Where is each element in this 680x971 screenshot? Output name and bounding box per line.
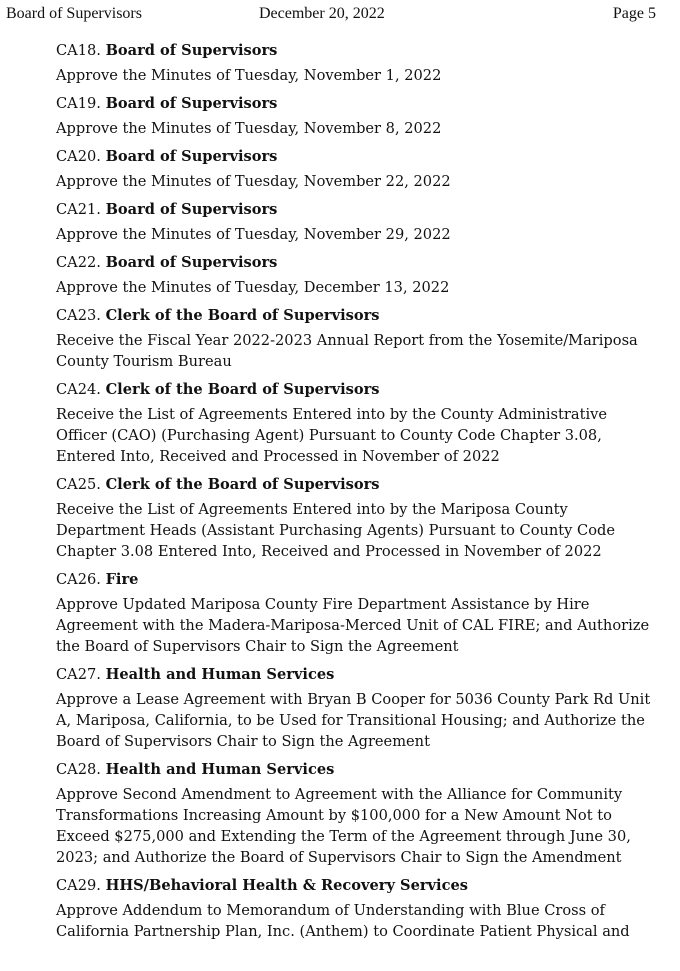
agenda-item-department: Board of Supervisors	[105, 148, 278, 165]
consent-agenda-list	[56, 40, 656, 949]
header-page-number: Page 5	[612, 5, 656, 22]
agenda-item-heading	[56, 875, 656, 896]
agenda-item-department: Board of Supervisors	[105, 254, 278, 271]
agenda-item-description: Approve the Minutes of Tuesday, November 22, 2022	[56, 173, 451, 190]
agenda-item-description: Approve the Minutes of Tuesday, November 29, 2022	[56, 226, 451, 243]
agenda-item-number: CA23.	[56, 307, 101, 324]
agenda-item-number: CA25.	[56, 476, 101, 493]
agenda-item	[56, 759, 656, 868]
agenda-item-number: CA20.	[56, 148, 101, 165]
agenda-item-description: Approve Second Amendment to Agreement with the Alliance for Community Transformations Increasing Amount by $100,000 for a New Amount Not to Exceed $275,000 and Extending the Term of the Agreement through June 30, 2023; and Authorize the Board of Supervisors Chair to Sign the Amendment	[56, 786, 631, 866]
agenda-item	[56, 93, 656, 139]
agenda-item-heading	[56, 664, 656, 685]
agenda-item-heading	[56, 474, 656, 495]
agenda-item	[56, 146, 656, 192]
agenda-item-department: Fire	[105, 571, 139, 588]
agenda-item-department: Board of Supervisors	[105, 201, 278, 218]
header-meeting-date: December 20, 2022	[259, 5, 385, 22]
agenda-item-heading	[56, 759, 656, 780]
agenda-item	[56, 474, 656, 562]
agenda-item-description: Receive the List of Agreements Entered into by the Mariposa County Department Heads (Assistant Purchasing Agents) Pursuant to County Code Chapter 3.08 Entered Into, Received and Processed in November of 2022	[56, 501, 615, 560]
agenda-item	[56, 664, 656, 752]
agenda-item-number: CA29.	[56, 877, 101, 894]
agenda-item-description: Approve Updated Mariposa County Fire Department Assistance by Hire Agreement with the Madera-Mariposa-Merced Unit of CAL FIRE; and Authorize the Board of Supervisors Chair to Sign the Agreement	[56, 596, 650, 655]
agenda-item-department: Clerk of the Board of Supervisors	[105, 381, 380, 398]
agenda-item	[56, 252, 656, 298]
agenda-item-department: Clerk of the Board of Supervisors	[105, 476, 380, 493]
agenda-item-number: CA28.	[56, 761, 101, 778]
agenda-item-description: Receive the Fiscal Year 2022-2023 Annual Report from the Yosemite/Mariposa County Tourism Bureau	[56, 332, 638, 370]
agenda-item-department: Clerk of the Board of Supervisors	[105, 307, 380, 324]
agenda-item-heading	[56, 40, 656, 61]
agenda-item-heading	[56, 305, 656, 326]
agenda-item-description: Approve the Minutes of Tuesday, November 8, 2022	[56, 120, 442, 137]
agenda-item-description: Approve Addendum to Memorandum of Understanding with Blue Cross of California Partnership Plan, Inc. (Anthem) to Coordinate Patient Physical and	[56, 902, 630, 940]
agenda-item-heading	[56, 379, 656, 400]
agenda-item	[56, 379, 656, 467]
agenda-item	[56, 40, 656, 86]
agenda-item-number: CA22.	[56, 254, 101, 271]
agenda-item-department: Health and Human Services	[105, 761, 335, 778]
header-body-name: Board of Supervisors	[6, 5, 142, 22]
agenda-item-heading	[56, 569, 656, 590]
agenda-item-heading	[56, 93, 656, 114]
agenda-item-number: CA19.	[56, 95, 101, 112]
page-header	[6, 4, 656, 24]
agenda-item-heading	[56, 199, 656, 220]
agenda-item	[56, 305, 656, 372]
agenda-item-description: Approve the Minutes of Tuesday, December 13, 2022	[56, 279, 450, 296]
agenda-item-number: CA26.	[56, 571, 101, 588]
agenda-item-description: Approve a Lease Agreement with Bryan B Cooper for 5036 County Park Rd Unit A, Mariposa, California, to be Used for Transitional Housing; and Authorize the Board of Supervisors Chair to Sign the Agreement	[56, 691, 651, 750]
agenda-item	[56, 569, 656, 657]
agenda-item-number: CA24.	[56, 381, 101, 398]
agenda-item-number: CA27.	[56, 666, 101, 683]
agenda-item-heading	[56, 146, 656, 167]
agenda-item-department: Board of Supervisors	[105, 95, 278, 112]
agenda-item-description: Receive the List of Agreements Entered into by the County Administrative Officer (CAO) (Purchasing Agent) Pursuant to County Code Chapter 3.08, Entered Into, Received and Processed in November of 2022	[56, 406, 607, 465]
agenda-item-department: HHS/Behavioral Health & Recovery Services	[105, 877, 468, 894]
agenda-item	[56, 875, 656, 942]
agenda-item-number: CA18.	[56, 42, 101, 59]
agenda-item-description: Approve the Minutes of Tuesday, November 1, 2022	[56, 67, 442, 84]
agenda-item-heading	[56, 252, 656, 273]
agenda-item-department: Health and Human Services	[105, 666, 335, 683]
agenda-item-number: CA21.	[56, 201, 101, 218]
agenda-item-department: Board of Supervisors	[105, 42, 278, 59]
agenda-item	[56, 199, 656, 245]
